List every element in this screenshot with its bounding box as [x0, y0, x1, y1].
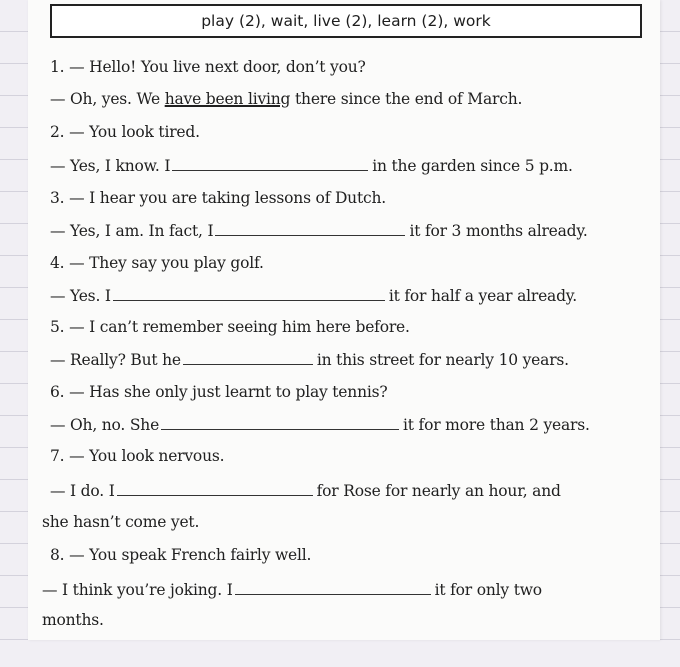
word-bank-box: [50, 4, 642, 38]
answer-3: — Yes, I am. In fact, I it for 3 months already.: [50, 222, 588, 240]
question-3: 3. — I hear you are taking lessons of Dutch.: [50, 189, 386, 207]
question-7: 7. — You look nervous.: [50, 447, 225, 465]
answer-blank-8[interactable]: [235, 580, 431, 595]
question-5: 5. — I can’t remember seeing him here before.: [50, 318, 410, 336]
answer-blank-5[interactable]: [183, 350, 313, 365]
answer-7-continued: she hasn’t come yet.: [42, 513, 200, 531]
answer-blank-3[interactable]: [215, 221, 405, 236]
question-4: 4. — They say you play golf.: [50, 254, 264, 272]
answer-8-continued: months.: [42, 611, 104, 629]
answer-6: — Oh, no. She it for more than 2 years.: [50, 416, 590, 434]
question-2: 2. — You look tired.: [50, 123, 200, 141]
answer-4: — Yes. I it for half a year already.: [50, 287, 578, 305]
filled-answer-1: have been living: [164, 90, 291, 108]
question-8: 8. — You speak French fairly well.: [50, 546, 312, 564]
word-bank-text: play (2), wait, live (2), learn (2), work: [201, 12, 491, 30]
answer-7: — I do. I for Rose for nearly an hour, and: [50, 482, 561, 500]
answer-blank-2[interactable]: [172, 156, 368, 171]
answer-2: — Yes, I know. I in the garden since 5 p.m.: [50, 157, 573, 175]
answer-5: — Really? But he in this street for nearly 10 years.: [50, 351, 569, 369]
answer-8: — I think you’re joking. I it for only two: [42, 581, 542, 599]
answer-blank-6[interactable]: [161, 415, 399, 430]
answer-blank-7[interactable]: [117, 481, 313, 496]
question-1: 1. — Hello! You live next door, don’t you?: [50, 58, 366, 76]
question-6: 6. — Has she only just learnt to play tennis?: [50, 383, 388, 401]
answer-blank-4[interactable]: [113, 286, 385, 301]
answer-1: — Oh, yes. We have been living there since the end of March.: [50, 90, 523, 108]
